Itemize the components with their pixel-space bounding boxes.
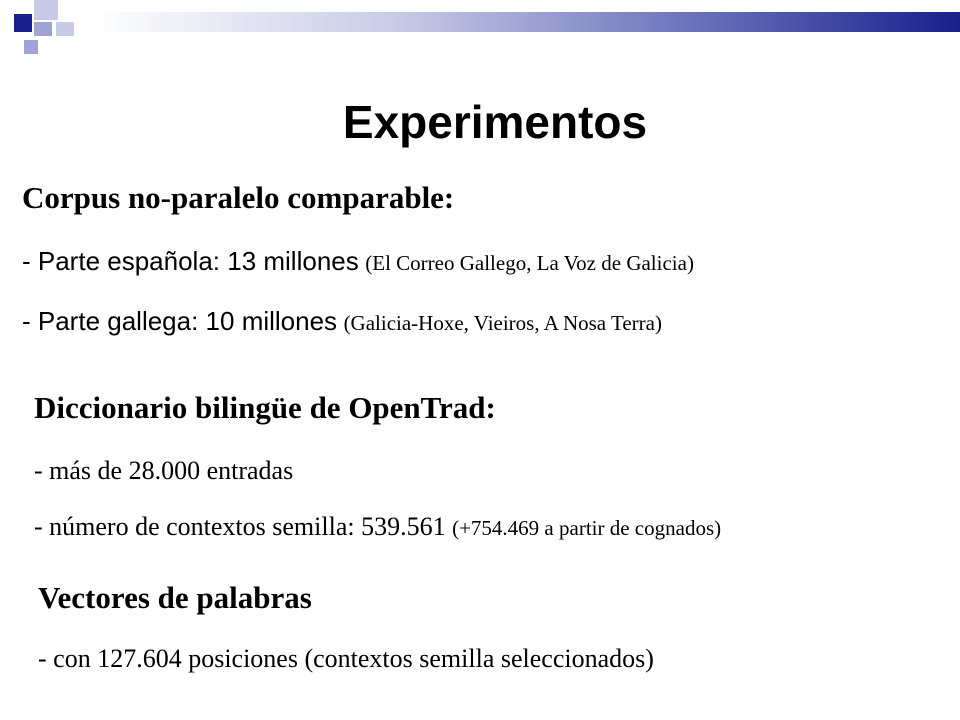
corpus-galician-note: (Galicia-Hoxe, Vieiros, A Nosa Terra) [343,311,662,335]
dictionary-entries-main: - más de 28.000 entradas [34,456,294,485]
corpus-spanish-note: (El Correo Gallego, La Voz de Galicia) [365,251,694,275]
square-dark [14,14,32,32]
vectors-positions-main: - con 127.604 posiciones (contextos semilla seleccionados) [38,644,654,673]
corpus-spanish-main: - Parte española: 13 millones [22,246,359,276]
vectors-line-positions [38,644,654,674]
section-heading-vectors: Vectores de palabras [38,580,312,615]
square-light [34,0,58,20]
dictionary-line-entries [34,456,293,486]
square-mid [34,22,52,36]
corpus-galician-main: - Parte gallega: 10 millones [22,306,338,336]
decorative-squares [0,0,80,60]
slide-title: Experimentos [342,96,648,148]
dictionary-seeds-main: - número de contextos semilla: 539.561 [34,512,446,541]
square-mid-2 [24,40,38,54]
square-light-2 [56,22,74,36]
header-gradient-bar [92,12,960,32]
section-heading-corpus: Corpus no-paralelo comparable: [22,180,455,215]
section-heading-dictionary: Diccionario bilingüe de OpenTrad: [34,390,496,425]
dictionary-seeds-note: (+754.469 a partir de cognados) [452,516,722,540]
dictionary-line-seeds [34,512,721,542]
corpus-line-spanish [22,246,694,277]
corpus-line-galician [22,306,662,337]
